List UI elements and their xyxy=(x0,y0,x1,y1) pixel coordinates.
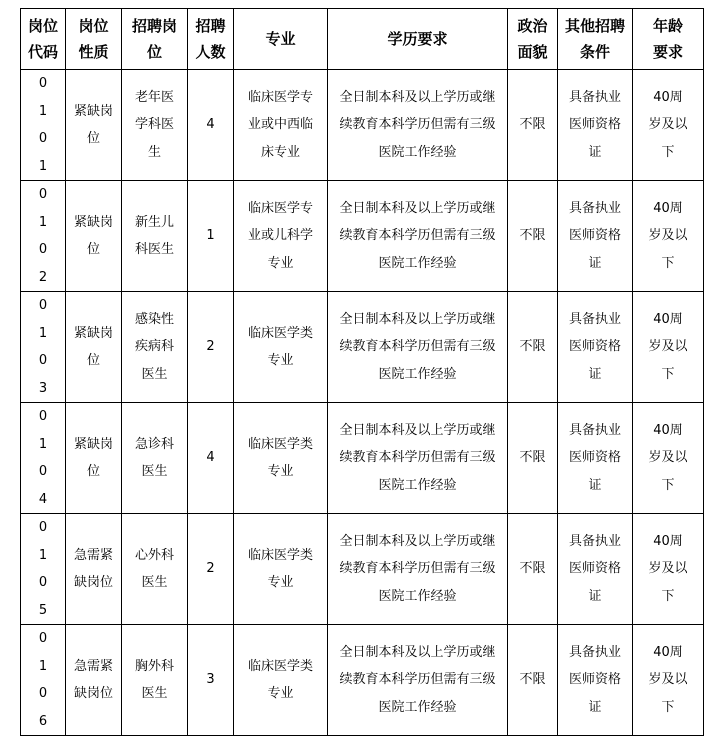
cell-text: 紧缺岗位 xyxy=(73,325,113,368)
header-count xyxy=(188,9,234,70)
cell-age xyxy=(633,514,704,625)
cell-nature xyxy=(66,292,122,403)
header-label: 招聘人数 xyxy=(195,17,226,61)
cell-text: 40周岁及以下 xyxy=(648,644,688,715)
table-row xyxy=(21,403,704,514)
cell-text: 急诊科医生 xyxy=(134,436,174,479)
header-other xyxy=(558,9,633,70)
cell-text: 心外科医生 xyxy=(134,547,174,590)
table-row xyxy=(21,70,704,181)
cell-political xyxy=(508,625,558,736)
cell-text: 紧缺岗位 xyxy=(73,214,113,257)
cell-political xyxy=(508,514,558,625)
cell-text: 急需紧缺岗位 xyxy=(73,658,113,701)
cell-education xyxy=(328,514,508,625)
cell-other xyxy=(558,625,633,736)
cell-major xyxy=(234,514,328,625)
header-major xyxy=(234,9,328,70)
cell-text: 临床医学类专业 xyxy=(247,547,313,590)
cell-age xyxy=(633,181,704,292)
header-label: 学历要求 xyxy=(387,30,448,48)
cell-count xyxy=(188,181,234,292)
cell-education xyxy=(328,292,508,403)
header-row xyxy=(21,9,704,70)
cell-other xyxy=(558,292,633,403)
cell-text: 40周岁及以下 xyxy=(648,422,688,493)
cell-text: 具备执业医师资格证 xyxy=(568,644,621,715)
cell-code xyxy=(21,625,66,736)
cell-text: 40周岁及以下 xyxy=(648,200,688,271)
cell-political xyxy=(508,403,558,514)
header-label: 专业 xyxy=(265,30,296,48)
cell-text: 感染性疾病科医生 xyxy=(134,311,174,382)
cell-text: 紧缺岗位 xyxy=(73,103,113,146)
cell-text: 临床医学专业或儿科学专业 xyxy=(247,200,313,271)
cell-text: 临床医学专业或中西临床专业 xyxy=(247,89,313,160)
cell-text: 具备执业医师资格证 xyxy=(568,422,621,493)
cell-nature xyxy=(66,181,122,292)
cell-text: 0104 xyxy=(38,409,48,507)
header-label: 年龄要求 xyxy=(652,17,683,61)
cell-text: 2 xyxy=(206,339,215,355)
cell-text: 全日制本科及以上学历或继续教育本科学历但需有三级医院工作经验 xyxy=(339,200,496,271)
cell-major xyxy=(234,181,328,292)
table-row xyxy=(21,181,704,292)
cell-text: 0103 xyxy=(38,298,48,396)
header-position xyxy=(122,9,188,70)
cell-position xyxy=(122,292,188,403)
header-education xyxy=(328,9,508,70)
header-label: 政治面貌 xyxy=(517,17,548,61)
cell-text: 1 xyxy=(206,228,215,244)
cell-text: 0106 xyxy=(38,631,48,729)
cell-text: 2 xyxy=(206,561,215,577)
cell-text: 具备执业医师资格证 xyxy=(568,200,621,271)
cell-text: 临床医学类专业 xyxy=(247,436,313,479)
cell-code xyxy=(21,181,66,292)
cell-code xyxy=(21,514,66,625)
cell-text: 老年医学科医生 xyxy=(134,89,174,160)
cell-position xyxy=(122,181,188,292)
cell-text: 不限 xyxy=(519,450,546,466)
cell-text: 0102 xyxy=(38,187,48,285)
cell-text: 4 xyxy=(206,450,215,466)
cell-text: 40周岁及以下 xyxy=(648,533,688,604)
cell-other xyxy=(558,70,633,181)
cell-text: 3 xyxy=(206,672,215,688)
cell-age xyxy=(633,70,704,181)
cell-major xyxy=(234,625,328,736)
header-label: 岗位代码 xyxy=(27,17,58,61)
cell-text: 新生儿科医生 xyxy=(134,214,174,257)
cell-count xyxy=(188,403,234,514)
cell-count xyxy=(188,70,234,181)
cell-major xyxy=(234,292,328,403)
cell-other xyxy=(558,403,633,514)
header-political xyxy=(508,9,558,70)
cell-count xyxy=(188,625,234,736)
cell-count xyxy=(188,292,234,403)
cell-political xyxy=(508,292,558,403)
cell-code xyxy=(21,403,66,514)
cell-political xyxy=(508,70,558,181)
cell-text: 全日制本科及以上学历或继续教育本科学历但需有三级医院工作经验 xyxy=(339,89,496,160)
header-label: 其他招聘条件 xyxy=(564,17,625,61)
cell-text: 急需紧缺岗位 xyxy=(73,547,113,590)
cell-text: 临床医学类专业 xyxy=(247,325,313,368)
cell-education xyxy=(328,625,508,736)
cell-nature xyxy=(66,70,122,181)
cell-text: 全日制本科及以上学历或继续教育本科学历但需有三级医院工作经验 xyxy=(339,422,496,493)
cell-text: 全日制本科及以上学历或继续教育本科学历但需有三级医院工作经验 xyxy=(339,311,496,382)
cell-text: 具备执业医师资格证 xyxy=(568,311,621,382)
cell-text: 不限 xyxy=(519,228,546,244)
cell-position xyxy=(122,403,188,514)
cell-age xyxy=(633,625,704,736)
cell-nature xyxy=(66,514,122,625)
cell-education xyxy=(328,403,508,514)
cell-education xyxy=(328,70,508,181)
cell-code xyxy=(21,292,66,403)
table-row xyxy=(21,625,704,736)
cell-text: 4 xyxy=(206,117,215,133)
header-label: 招聘岗位 xyxy=(131,17,177,61)
cell-text: 不限 xyxy=(519,561,546,577)
cell-text: 胸外科医生 xyxy=(134,658,174,701)
header-age xyxy=(633,9,704,70)
cell-text: 全日制本科及以上学历或继续教育本科学历但需有三级医院工作经验 xyxy=(339,533,496,604)
cell-count xyxy=(188,514,234,625)
cell-text: 0105 xyxy=(38,520,48,618)
cell-political xyxy=(508,181,558,292)
cell-text: 临床医学类专业 xyxy=(247,658,313,701)
header-nature xyxy=(66,9,122,70)
cell-major xyxy=(234,70,328,181)
cell-nature xyxy=(66,625,122,736)
cell-text: 不限 xyxy=(519,672,546,688)
cell-age xyxy=(633,292,704,403)
cell-nature xyxy=(66,403,122,514)
cell-text: 紧缺岗位 xyxy=(73,436,113,479)
cell-other xyxy=(558,514,633,625)
cell-position xyxy=(122,625,188,736)
cell-code xyxy=(21,70,66,181)
cell-position xyxy=(122,70,188,181)
table-row xyxy=(21,292,704,403)
cell-major xyxy=(234,403,328,514)
cell-education xyxy=(328,181,508,292)
cell-text: 全日制本科及以上学历或继续教育本科学历但需有三级医院工作经验 xyxy=(339,644,496,715)
header-code xyxy=(21,9,66,70)
cell-age xyxy=(633,403,704,514)
cell-text: 40周岁及以下 xyxy=(648,89,688,160)
table-row xyxy=(21,514,704,625)
cell-text: 具备执业医师资格证 xyxy=(568,533,621,604)
recruitment-table xyxy=(20,8,704,736)
cell-text: 不限 xyxy=(519,117,546,133)
cell-other xyxy=(558,181,633,292)
cell-text: 具备执业医师资格证 xyxy=(568,89,621,160)
cell-text: 不限 xyxy=(519,339,546,355)
cell-text: 40周岁及以下 xyxy=(648,311,688,382)
header-label: 岗位性质 xyxy=(78,17,109,61)
cell-position xyxy=(122,514,188,625)
cell-text: 0101 xyxy=(38,76,48,174)
